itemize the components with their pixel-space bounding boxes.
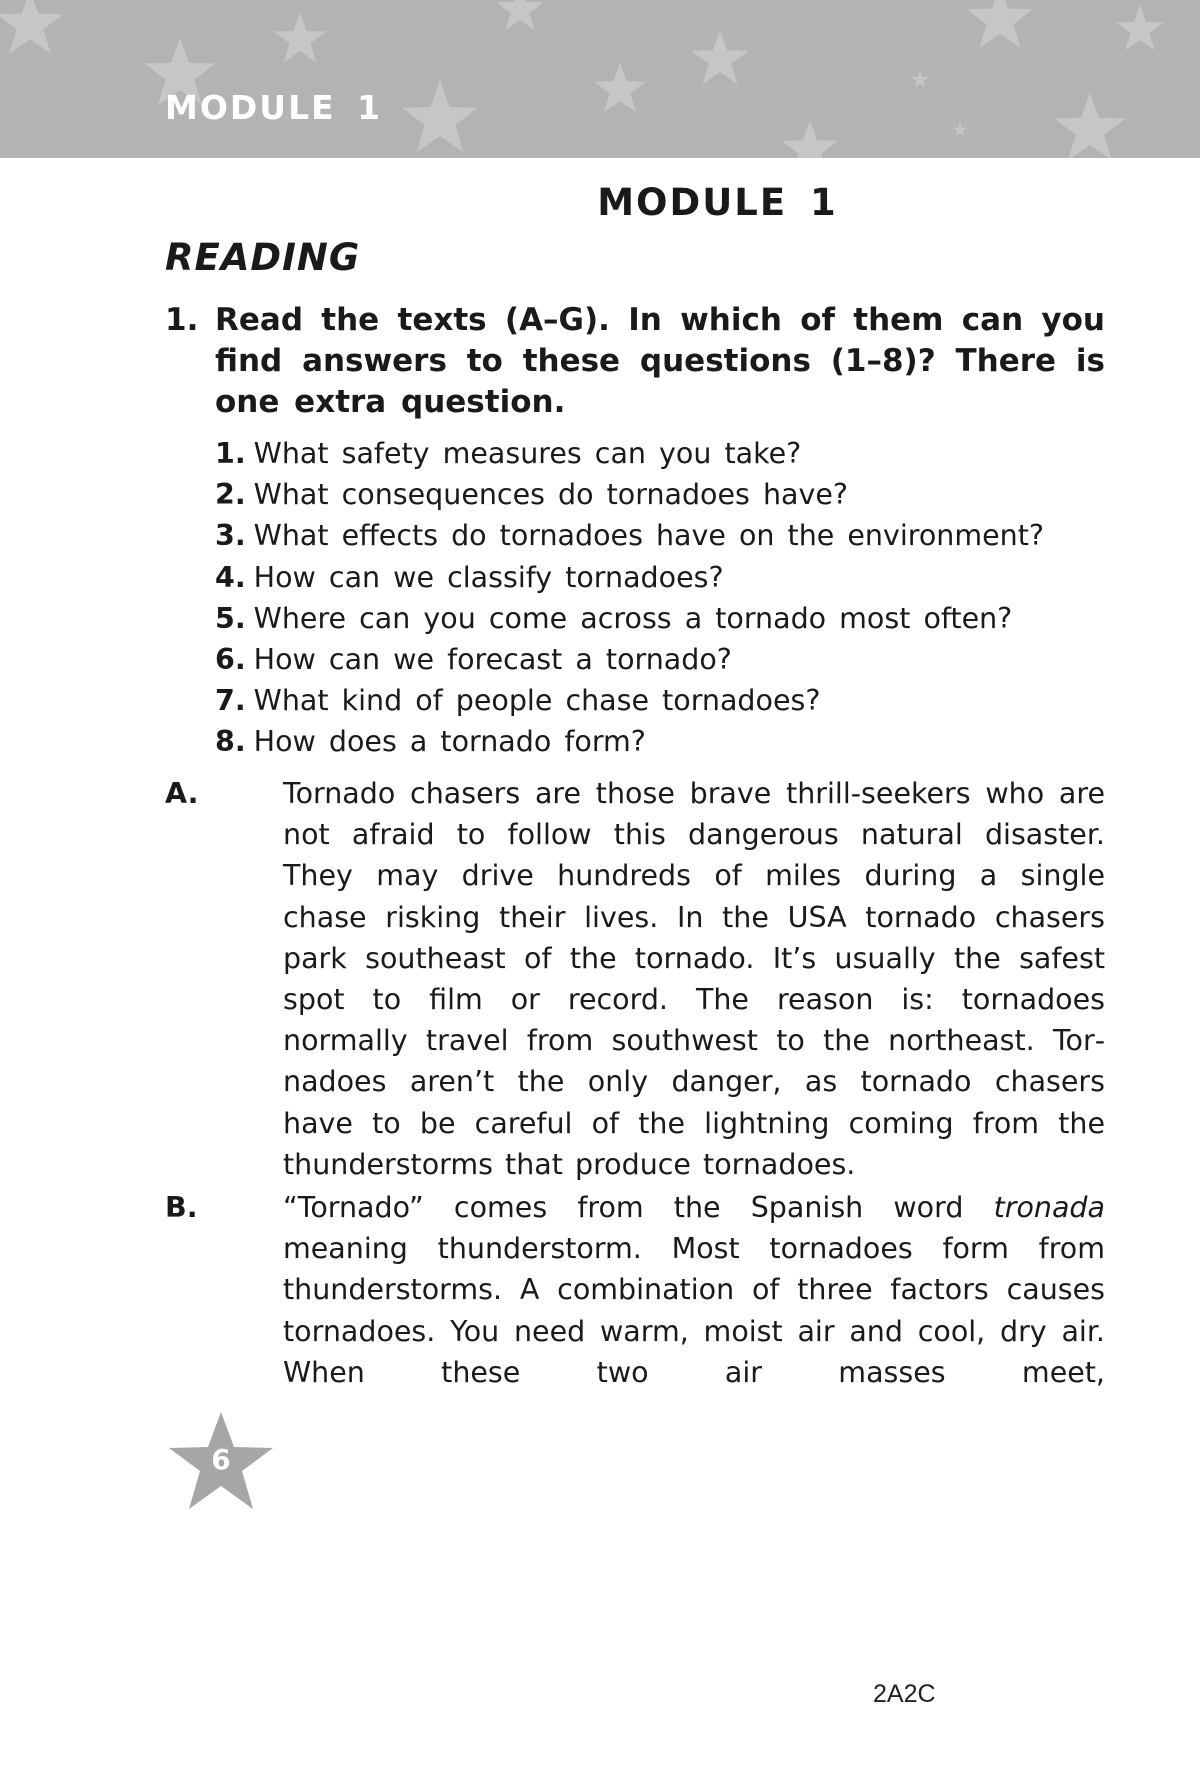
question-item — [215, 680, 1105, 721]
text-a — [165, 773, 1105, 1185]
footer-code: 2A2C — [873, 1680, 936, 1708]
star-pattern-icon — [0, 0, 1200, 158]
question-text: How can we classify tornadoes? — [253, 560, 724, 594]
page-title: MODULE 1 — [597, 181, 838, 224]
question-item — [215, 474, 1105, 515]
question-number: 6. — [215, 643, 246, 677]
question-number: 4. — [215, 560, 246, 594]
page-number: 6 — [211, 1443, 231, 1476]
question-text: How can we forecast a tornado? — [253, 643, 732, 677]
task-text: Read the texts (A–G). In which of them can you find answers to these questions (1–8)? There is one extra question. — [215, 302, 1105, 420]
question-item — [215, 598, 1105, 639]
question-number: 3. — [215, 519, 246, 553]
text-letter: A. — [165, 777, 199, 810]
text-body — [283, 1187, 1105, 1393]
question-text: Where can you come across a tornado most often? — [253, 601, 1013, 635]
text-letter: B. — [165, 1191, 198, 1224]
question-number: 2. — [215, 478, 246, 512]
task-instruction — [165, 300, 1105, 423]
question-number: 8. — [215, 725, 246, 759]
task-number: 1. — [165, 302, 199, 338]
question-text: What consequences do tornadoes have? — [253, 478, 848, 512]
question-text: What kind of people chase tornadoes? — [253, 684, 821, 718]
running-header-label: MODULE 1 — [165, 88, 383, 127]
question-text: What safety measures can you take? — [253, 437, 802, 470]
question-number: 1. — [215, 437, 246, 470]
question-text: What effects do tornadoes have on the environment? — [253, 519, 1044, 553]
italic-term: tronada — [993, 1191, 1105, 1224]
question-list — [215, 433, 1105, 763]
question-item — [215, 433, 1105, 474]
question-number: 7. — [215, 684, 246, 718]
question-number: 5. — [215, 601, 246, 635]
header-banner — [0, 0, 1200, 158]
question-item — [215, 639, 1105, 680]
question-text: How does a tornado form? — [253, 725, 646, 759]
section-heading: READING — [165, 236, 361, 279]
text-body-end: meaning thunderstorm. Most tornadoes form from thunderstorms. A combination of three factors causes tornadoes. You need warm, moist air and cool, dry air. When these two air masses meet, — [283, 1232, 1105, 1389]
question-item — [215, 515, 1105, 556]
text-body: Tornado chasers are those brave thrill-seekers who are not afraid to follow this dangerous natural disaster. They may drive hundreds of miles during a single chase risking their lives. In the USA tornado chasers park southeast of the tornado. It’s usually the safest spot to film or record. The reason is: tornadoes normally travel from southwest to the northeast. Tornadoes aren’t the only danger, as tornado chasers have to be careful of the lightning coming from the thunderstorms that produce tornadoes. — [283, 777, 1105, 1181]
question-item — [215, 557, 1105, 598]
question-item — [215, 721, 1105, 762]
text-b — [165, 1187, 1105, 1393]
text-body-start: “Tornado” comes from the Spanish word — [283, 1191, 964, 1224]
